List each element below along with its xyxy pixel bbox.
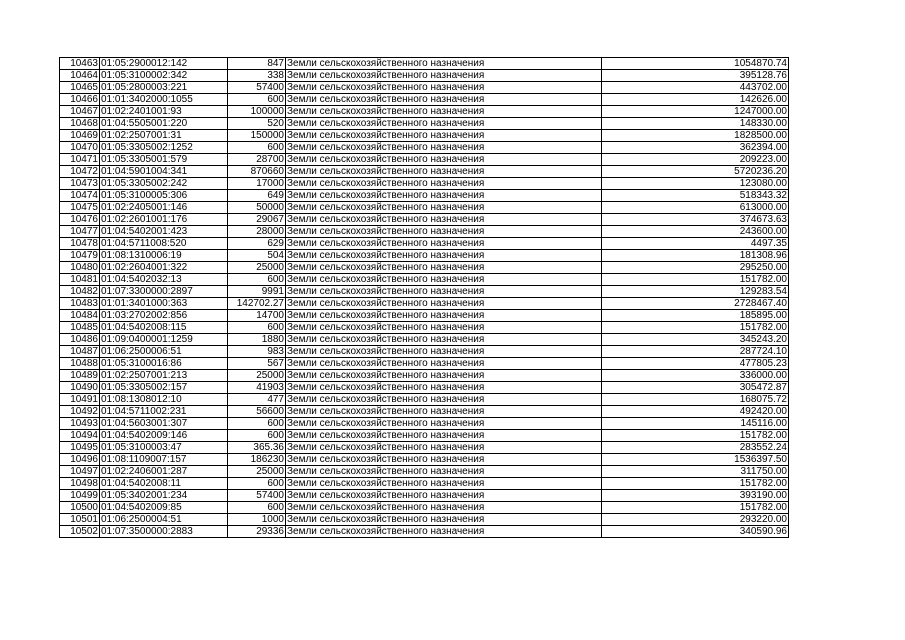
land-category-cell: Земли сельскохозяйственного назначения [286, 202, 602, 214]
cadastral-number-cell: 01:04:5711002:231 [100, 406, 228, 418]
cadastral-value-cell: 151782.00 [602, 430, 789, 442]
table-row [60, 82, 789, 94]
row-number-cell: 10481 [60, 274, 100, 286]
row-number-cell: 10493 [60, 418, 100, 430]
table-row [60, 118, 789, 130]
table-row [60, 238, 789, 250]
row-number-cell: 10477 [60, 226, 100, 238]
area-cell: 600 [228, 142, 286, 154]
row-number-cell: 10464 [60, 70, 100, 82]
cadastral-number-cell: 01:05:3402001:234 [100, 490, 228, 502]
cadastral-number-cell: 01:05:3305002:242 [100, 178, 228, 190]
table-row [60, 286, 789, 298]
cadastral-value-cell: 293220.00 [602, 514, 789, 526]
area-cell: 600 [228, 94, 286, 106]
land-category-cell: Земли сельскохозяйственного назначения [286, 286, 602, 298]
cadastral-number-cell: 01:02:2604001:322 [100, 262, 228, 274]
cadastral-value-cell: 283552.24 [602, 442, 789, 454]
row-number-cell: 10466 [60, 94, 100, 106]
cadastral-number-cell: 01:04:5402001:423 [100, 226, 228, 238]
cadastral-number-cell: 01:05:2800003:221 [100, 82, 228, 94]
cadastral-value-cell: 492420.00 [602, 406, 789, 418]
cadastral-value-cell: 4497.35 [602, 238, 789, 250]
cadastral-number-cell: 01:02:2507001:213 [100, 370, 228, 382]
cadastral-value-cell: 151782.00 [602, 322, 789, 334]
cadastral-value-cell: 305472.87 [602, 382, 789, 394]
area-cell: 338 [228, 70, 286, 82]
land-category-cell: Земли сельскохозяйственного назначения [286, 454, 602, 466]
table-row [60, 214, 789, 226]
cadastral-value-cell: 181308.96 [602, 250, 789, 262]
cadastral-value-cell: 5720236.20 [602, 166, 789, 178]
land-category-cell: Земли сельскохозяйственного назначения [286, 178, 602, 190]
area-cell: 600 [228, 274, 286, 286]
cadastral-number-cell: 01:07:3300000:2897 [100, 286, 228, 298]
area-cell: 600 [228, 322, 286, 334]
area-cell: 56600 [228, 406, 286, 418]
table-row [60, 466, 789, 478]
area-cell: 600 [228, 502, 286, 514]
area-cell: 9991 [228, 286, 286, 298]
area-cell: 365.36 [228, 442, 286, 454]
cadastral-number-cell: 01:04:5402032:13 [100, 274, 228, 286]
cadastral-number-cell: 01:05:3305002:157 [100, 382, 228, 394]
cadastral-value-cell: 1828500.00 [602, 130, 789, 142]
row-number-cell: 10482 [60, 286, 100, 298]
row-number-cell: 10499 [60, 490, 100, 502]
cadastral-value-cell: 151782.00 [602, 274, 789, 286]
table-row [60, 370, 789, 382]
row-number-cell: 10483 [60, 298, 100, 310]
table-row [60, 382, 789, 394]
row-number-cell: 10486 [60, 334, 100, 346]
row-number-cell: 10473 [60, 178, 100, 190]
row-number-cell: 10470 [60, 142, 100, 154]
table-row [60, 154, 789, 166]
table-row [60, 418, 789, 430]
row-number-cell: 10472 [60, 166, 100, 178]
area-cell: 100000 [228, 106, 286, 118]
table-row [60, 394, 789, 406]
area-cell: 14700 [228, 310, 286, 322]
land-category-cell: Земли сельскохозяйственного назначения [286, 190, 602, 202]
table-row [60, 454, 789, 466]
table-row [60, 526, 789, 538]
cadastral-number-cell: 01:05:3305001:579 [100, 154, 228, 166]
cadastral-value-cell: 2728467.40 [602, 298, 789, 310]
row-number-cell: 10467 [60, 106, 100, 118]
cadastral-value-cell: 311750.00 [602, 466, 789, 478]
cadastral-number-cell: 01:07:3500000:2883 [100, 526, 228, 538]
table-row [60, 274, 789, 286]
area-cell: 57400 [228, 82, 286, 94]
land-category-cell: Земли сельскохозяйственного назначения [286, 250, 602, 262]
row-number-cell: 10502 [60, 526, 100, 538]
land-category-cell: Земли сельскохозяйственного назначения [286, 82, 602, 94]
cadastral-number-cell: 01:02:2405001:146 [100, 202, 228, 214]
cadastral-number-cell: 01:02:2601001:176 [100, 214, 228, 226]
land-category-cell: Земли сельскохозяйственного назначения [286, 490, 602, 502]
cadastral-number-cell: 01:02:2507001:31 [100, 130, 228, 142]
table-row [60, 250, 789, 262]
row-number-cell: 10488 [60, 358, 100, 370]
area-cell: 25000 [228, 262, 286, 274]
area-cell: 520 [228, 118, 286, 130]
row-number-cell: 10492 [60, 406, 100, 418]
area-cell: 25000 [228, 466, 286, 478]
area-cell: 600 [228, 430, 286, 442]
land-category-cell: Земли сельскохозяйственного назначения [286, 238, 602, 250]
cadastral-number-cell: 01:05:3100002:342 [100, 70, 228, 82]
area-cell: 629 [228, 238, 286, 250]
area-cell: 29336 [228, 526, 286, 538]
area-cell: 477 [228, 394, 286, 406]
table-row [60, 226, 789, 238]
land-category-cell: Земли сельскохозяйственного назначения [286, 118, 602, 130]
cadastral-value-cell: 345243.20 [602, 334, 789, 346]
land-category-cell: Земли сельскохозяйственного назначения [286, 142, 602, 154]
cadastral-value-cell: 209223.00 [602, 154, 789, 166]
row-number-cell: 10463 [60, 58, 100, 70]
table-row [60, 190, 789, 202]
table-row [60, 406, 789, 418]
row-number-cell: 10491 [60, 394, 100, 406]
cadastral-value-cell: 613000.00 [602, 202, 789, 214]
table-row [60, 106, 789, 118]
cadastral-number-cell: 01:05:3100003:47 [100, 442, 228, 454]
cadastral-value-cell: 129283.54 [602, 286, 789, 298]
row-number-cell: 10475 [60, 202, 100, 214]
land-category-cell: Земли сельскохозяйственного назначения [286, 94, 602, 106]
land-category-cell: Земли сельскохозяйственного назначения [286, 226, 602, 238]
land-category-cell: Земли сельскохозяйственного назначения [286, 130, 602, 142]
cadastral-value-cell: 142626.00 [602, 94, 789, 106]
land-registry-table [59, 57, 789, 538]
row-number-cell: 10487 [60, 346, 100, 358]
cadastral-number-cell: 01:02:2401001:93 [100, 106, 228, 118]
row-number-cell: 10496 [60, 454, 100, 466]
land-category-cell: Земли сельскохозяйственного назначения [286, 346, 602, 358]
cadastral-value-cell: 295250.00 [602, 262, 789, 274]
land-category-cell: Земли сельскохозяйственного назначения [286, 274, 602, 286]
cadastral-value-cell: 287724.10 [602, 346, 789, 358]
cadastral-number-cell: 01:05:3100005:306 [100, 190, 228, 202]
table-row [60, 334, 789, 346]
table-row [60, 310, 789, 322]
table-row [60, 70, 789, 82]
area-cell: 649 [228, 190, 286, 202]
land-category-cell: Земли сельскохозяйственного назначения [286, 310, 602, 322]
land-category-cell: Земли сельскохозяйственного назначения [286, 358, 602, 370]
cadastral-value-cell: 340590.96 [602, 526, 789, 538]
cadastral-value-cell: 518343.32 [602, 190, 789, 202]
land-category-cell: Земли сельскохозяйственного назначения [286, 70, 602, 82]
cadastral-number-cell: 01:05:3305002:1252 [100, 142, 228, 154]
cadastral-number-cell: 01:09:0400001:1259 [100, 334, 228, 346]
row-number-cell: 10497 [60, 466, 100, 478]
row-number-cell: 10501 [60, 514, 100, 526]
table-row [60, 358, 789, 370]
cadastral-number-cell: 01:08:1308012:10 [100, 394, 228, 406]
row-number-cell: 10476 [60, 214, 100, 226]
table-body [60, 58, 789, 538]
table-row [60, 202, 789, 214]
table-row [60, 514, 789, 526]
table-row [60, 430, 789, 442]
land-category-cell: Земли сельскохозяйственного назначения [286, 466, 602, 478]
area-cell: 41903 [228, 382, 286, 394]
table-row [60, 130, 789, 142]
cadastral-number-cell: 01:06:2500004:51 [100, 514, 228, 526]
table-row [60, 346, 789, 358]
cadastral-number-cell: 01:05:2900012:142 [100, 58, 228, 70]
row-number-cell: 10479 [60, 250, 100, 262]
land-category-cell: Земли сельскохозяйственного назначения [286, 262, 602, 274]
cadastral-value-cell: 374673.63 [602, 214, 789, 226]
cadastral-number-cell: 01:04:5505001:220 [100, 118, 228, 130]
area-cell: 1000 [228, 514, 286, 526]
cadastral-number-cell: 01:04:5603001:307 [100, 418, 228, 430]
area-cell: 600 [228, 418, 286, 430]
cadastral-value-cell: 151782.00 [602, 502, 789, 514]
land-category-cell: Земли сельскохозяйственного назначения [286, 58, 602, 70]
cadastral-value-cell: 243600.00 [602, 226, 789, 238]
cadastral-value-cell: 145116.00 [602, 418, 789, 430]
area-cell: 57400 [228, 490, 286, 502]
land-category-cell: Земли сельскохозяйственного назначения [286, 382, 602, 394]
cadastral-number-cell: 01:04:5711008:520 [100, 238, 228, 250]
cadastral-value-cell: 393190.00 [602, 490, 789, 502]
area-cell: 142702.27 [228, 298, 286, 310]
table-row [60, 322, 789, 334]
land-category-cell: Земли сельскохозяйственного назначения [286, 322, 602, 334]
area-cell: 847 [228, 58, 286, 70]
row-number-cell: 10474 [60, 190, 100, 202]
cadastral-number-cell: 01:08:1109007:157 [100, 454, 228, 466]
cadastral-number-cell: 01:05:3100016:86 [100, 358, 228, 370]
cadastral-value-cell: 151782.00 [602, 478, 789, 490]
land-category-cell: Земли сельскохозяйственного назначения [286, 514, 602, 526]
area-cell: 28700 [228, 154, 286, 166]
row-number-cell: 10469 [60, 130, 100, 142]
row-number-cell: 10484 [60, 310, 100, 322]
cadastral-number-cell: 01:08:1310006:19 [100, 250, 228, 262]
row-number-cell: 10465 [60, 82, 100, 94]
row-number-cell: 10500 [60, 502, 100, 514]
land-category-cell: Земли сельскохозяйственного назначения [286, 106, 602, 118]
row-number-cell: 10495 [60, 442, 100, 454]
row-number-cell: 10471 [60, 154, 100, 166]
land-category-cell: Земли сельскохозяйственного назначения [286, 526, 602, 538]
table-row [60, 478, 789, 490]
row-number-cell: 10480 [60, 262, 100, 274]
area-cell: 150000 [228, 130, 286, 142]
table-row [60, 298, 789, 310]
cadastral-value-cell: 185895.00 [602, 310, 789, 322]
land-category-cell: Земли сельскохозяйственного назначения [286, 394, 602, 406]
area-cell: 186230 [228, 454, 286, 466]
cadastral-value-cell: 1054870.74 [602, 58, 789, 70]
row-number-cell: 10494 [60, 430, 100, 442]
row-number-cell: 10478 [60, 238, 100, 250]
land-category-cell: Земли сельскохозяйственного назначения [286, 430, 602, 442]
cadastral-number-cell: 01:01:3401000:363 [100, 298, 228, 310]
area-cell: 1880 [228, 334, 286, 346]
cadastral-value-cell: 1247000.00 [602, 106, 789, 118]
cadastral-number-cell: 01:02:2406001:287 [100, 466, 228, 478]
cadastral-number-cell: 01:04:5402009:85 [100, 502, 228, 514]
land-category-cell: Земли сельскохозяйственного назначения [286, 154, 602, 166]
land-category-cell: Земли сельскохозяйственного назначения [286, 442, 602, 454]
area-cell: 29067 [228, 214, 286, 226]
cadastral-value-cell: 362394.00 [602, 142, 789, 154]
cadastral-number-cell: 01:06:2500006:51 [100, 346, 228, 358]
table-row [60, 58, 789, 70]
table-row [60, 442, 789, 454]
cadastral-value-cell: 336000.00 [602, 370, 789, 382]
cadastral-number-cell: 01:01:3402000:1055 [100, 94, 228, 106]
area-cell: 50000 [228, 202, 286, 214]
cadastral-value-cell: 395128.76 [602, 70, 789, 82]
table-row [60, 166, 789, 178]
area-cell: 983 [228, 346, 286, 358]
land-category-cell: Земли сельскохозяйственного назначения [286, 502, 602, 514]
land-category-cell: Земли сельскохозяйственного назначения [286, 214, 602, 226]
cadastral-value-cell: 1536397.50 [602, 454, 789, 466]
row-number-cell: 10489 [60, 370, 100, 382]
land-category-cell: Земли сельскохозяйственного назначения [286, 478, 602, 490]
row-number-cell: 10485 [60, 322, 100, 334]
cadastral-value-cell: 168075.72 [602, 394, 789, 406]
row-number-cell: 10468 [60, 118, 100, 130]
land-category-cell: Земли сельскохозяйственного назначения [286, 406, 602, 418]
cadastral-value-cell: 123080.00 [602, 178, 789, 190]
cadastral-value-cell: 477805.23 [602, 358, 789, 370]
area-cell: 504 [228, 250, 286, 262]
table-row [60, 262, 789, 274]
area-cell: 17000 [228, 178, 286, 190]
table-row [60, 94, 789, 106]
cadastral-number-cell: 01:04:5402008:115 [100, 322, 228, 334]
table-row [60, 178, 789, 190]
cadastral-value-cell: 443702.00 [602, 82, 789, 94]
land-category-cell: Земли сельскохозяйственного назначения [286, 418, 602, 430]
area-cell: 567 [228, 358, 286, 370]
cadastral-number-cell: 01:04:5402008:11 [100, 478, 228, 490]
cadastral-number-cell: 01:04:5901004:341 [100, 166, 228, 178]
area-cell: 25000 [228, 370, 286, 382]
land-category-cell: Земли сельскохозяйственного назначения [286, 166, 602, 178]
land-category-cell: Земли сельскохозяйственного назначения [286, 298, 602, 310]
area-cell: 28000 [228, 226, 286, 238]
cadastral-number-cell: 01:03:2702002:856 [100, 310, 228, 322]
area-cell: 870660 [228, 166, 286, 178]
cadastral-number-cell: 01:04:5402009:146 [100, 430, 228, 442]
area-cell: 600 [228, 478, 286, 490]
row-number-cell: 10498 [60, 478, 100, 490]
cadastral-value-cell: 148330.00 [602, 118, 789, 130]
table-row [60, 142, 789, 154]
row-number-cell: 10490 [60, 382, 100, 394]
table-row [60, 490, 789, 502]
table-row [60, 502, 789, 514]
land-category-cell: Земли сельскохозяйственного назначения [286, 370, 602, 382]
land-category-cell: Земли сельскохозяйственного назначения [286, 334, 602, 346]
